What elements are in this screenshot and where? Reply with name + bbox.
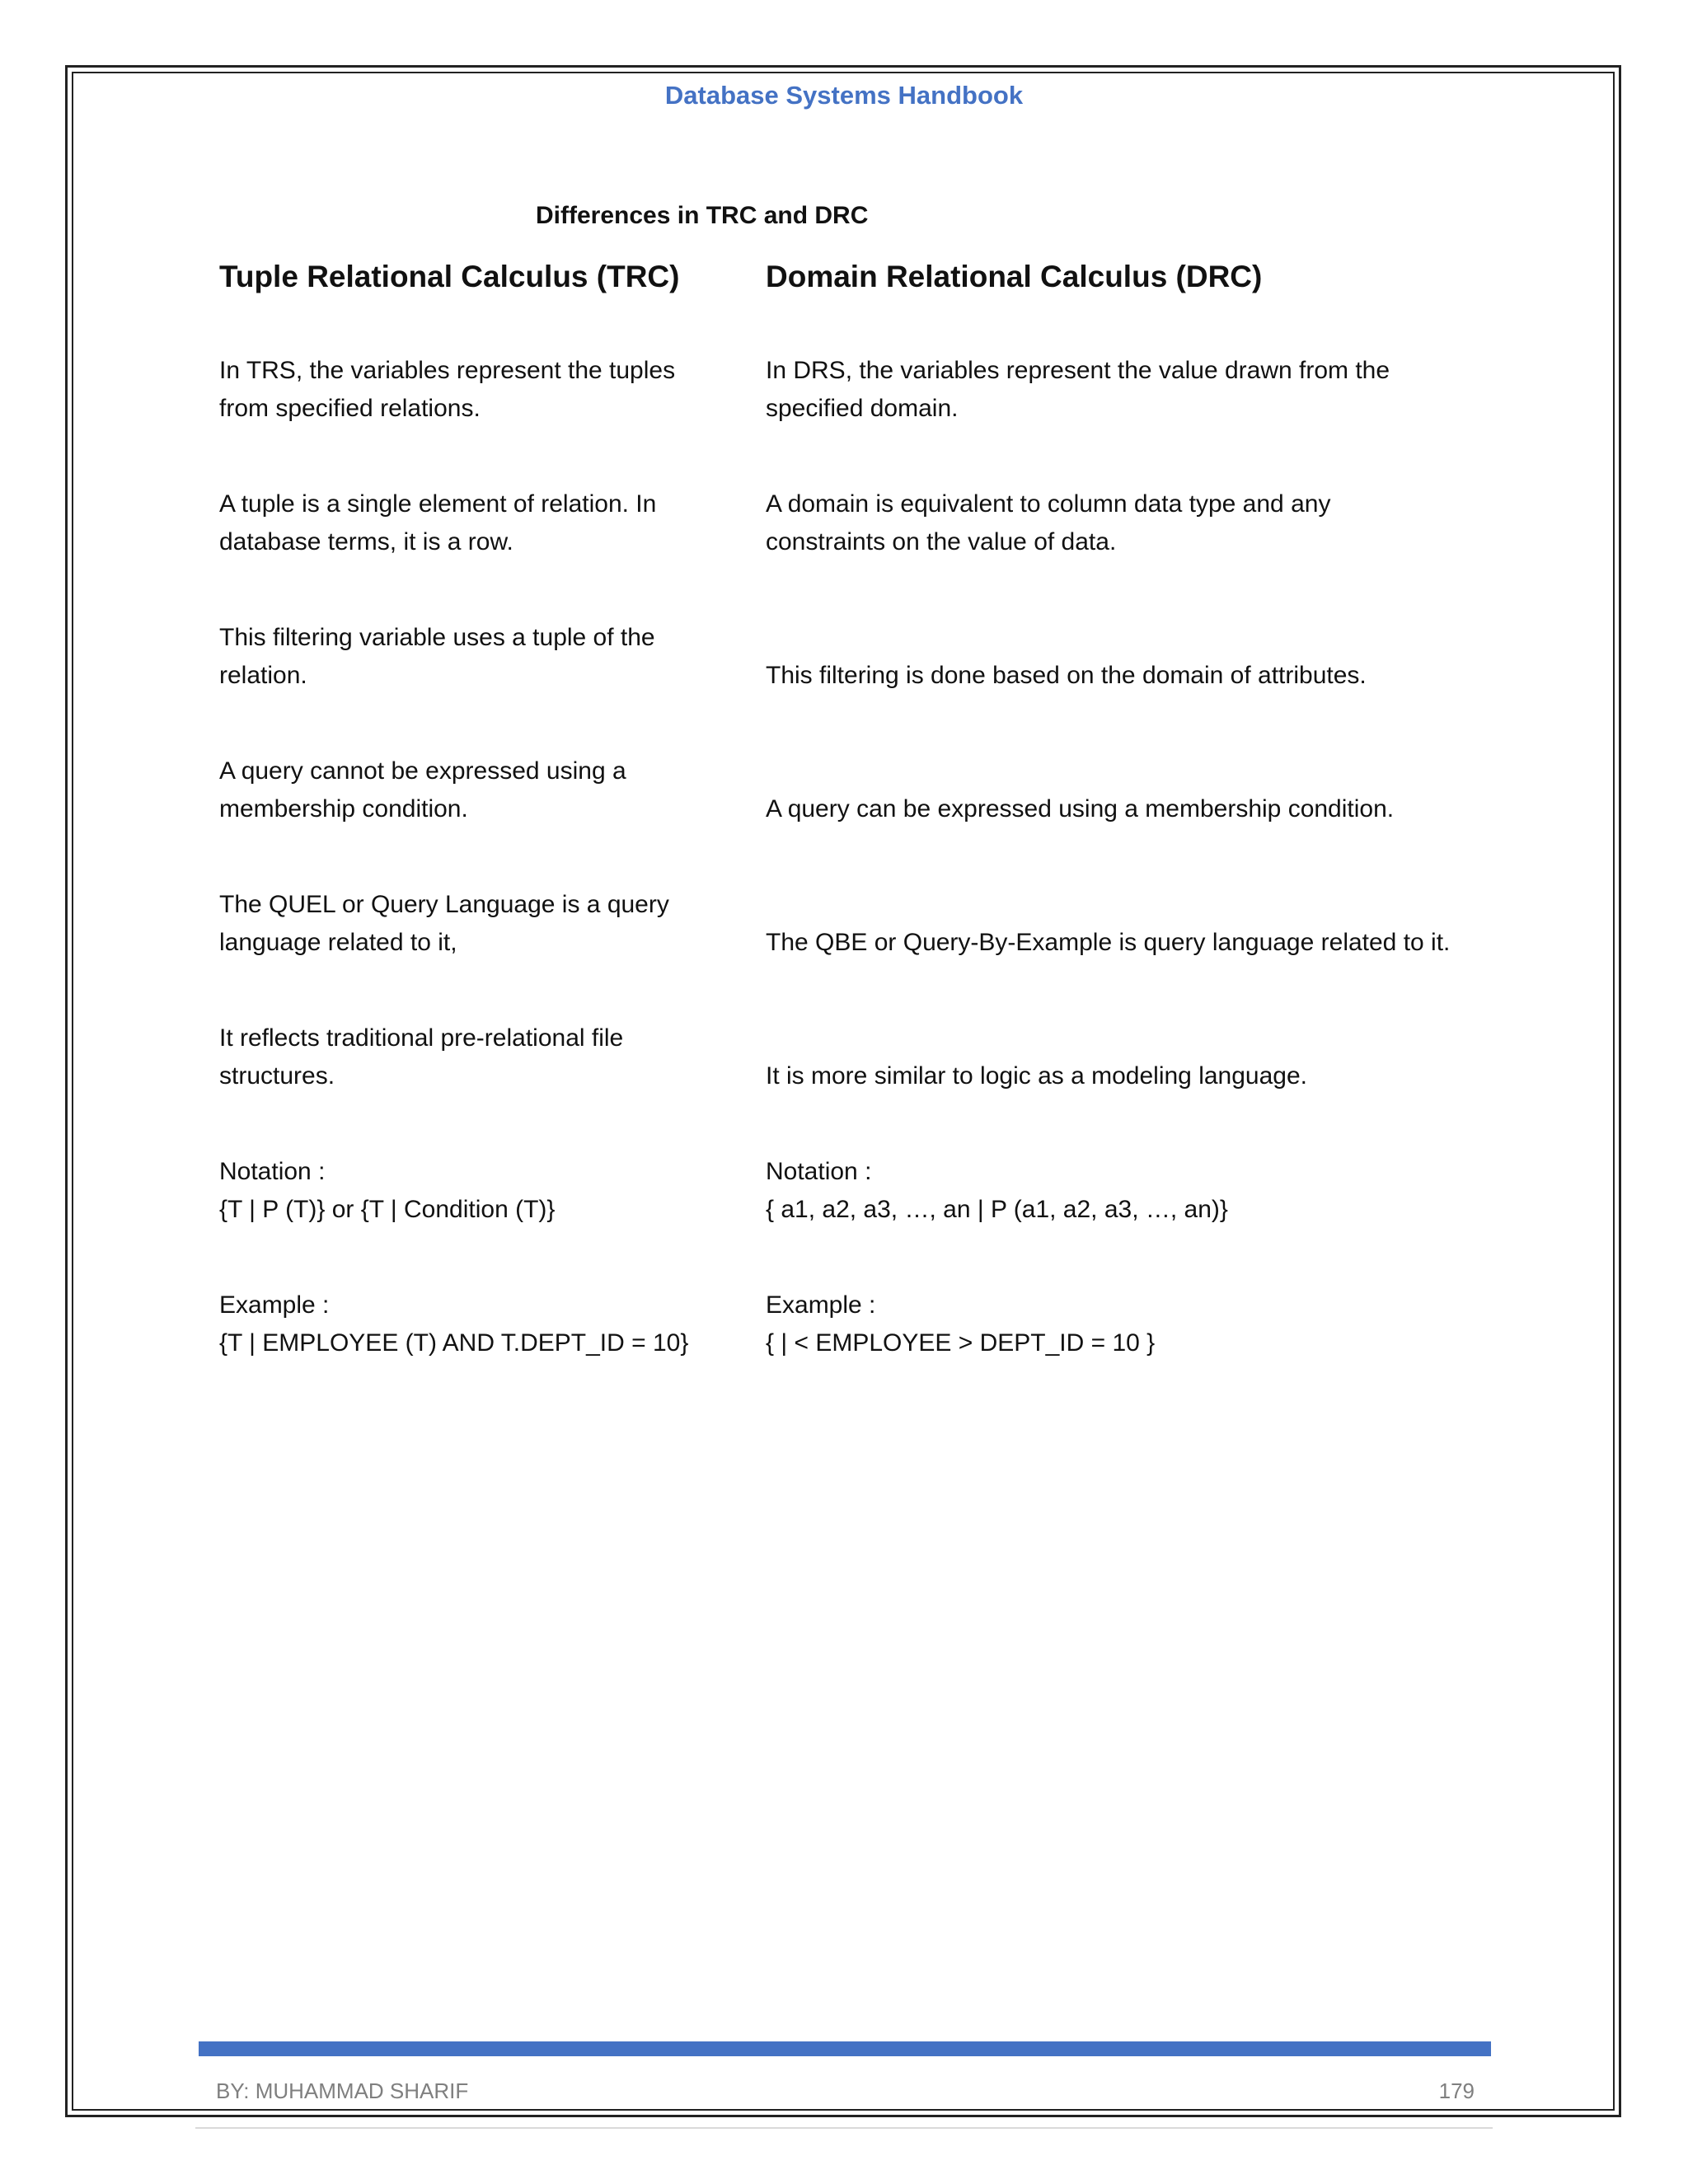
drc-column-heading: Domain Relational Calculus (DRC) [766, 260, 1263, 293]
drc-row-1 [766, 352, 1491, 428]
footer-accent-bar [199, 2041, 1491, 2056]
drc-notation [766, 1153, 1491, 1229]
trc-row-3-line-2: relation. [219, 662, 307, 689]
drc-row-1-line-1: In DRS, the variables represent the value drawn from the [766, 357, 1390, 384]
page-number: 179 [1438, 2079, 1475, 2103]
drc-row-3-line-2: This filtering is done based on the domain of attributes. [766, 662, 1367, 689]
trc-notation [219, 1153, 714, 1229]
trc-column-heading: Tuple Relational Calculus (TRC) [219, 260, 680, 293]
drc-row-4 [766, 752, 1491, 828]
trc-row-1-line-1: In TRS, the variables represent the tuples [219, 357, 676, 384]
drc-row-2-line-1: A domain is equivalent to column data type and any [766, 490, 1331, 518]
drc-row-5-line-1 [766, 886, 1491, 924]
drc-row-5-line-2: The QBE or Query-By-Example is query language related to it. [766, 929, 1451, 956]
trc-notation-formula: {T | P (T)} or {T | Condition (T)} [219, 1196, 556, 1223]
drc-example-query: { | < EMPLOYEE > DEPT_ID = 10 } [766, 1329, 1156, 1357]
trc-row-5-line-2: language related to it, [219, 929, 457, 956]
drc-row-6 [766, 1019, 1491, 1095]
drc-row-3 [766, 619, 1491, 695]
drc-row-4-line-2: A query can be expressed using a membership condition. [766, 795, 1395, 823]
trc-row-1 [219, 352, 714, 428]
section-heading: Differences in TRC and DRC [536, 202, 869, 229]
trc-row-6-line-2: structures. [219, 1062, 335, 1090]
drc-row-5 [766, 886, 1491, 962]
trc-row-4 [219, 752, 714, 828]
drc-example [766, 1286, 1491, 1362]
trc-row-4-line-1: A query cannot be expressed using a [219, 757, 626, 785]
drc-row-2-line-2: constraints on the value of data. [766, 528, 1117, 555]
trc-row-6-line-1: It reflects traditional pre-relational file [219, 1024, 624, 1052]
trc-row-2-line-2: database terms, it is a row. [219, 528, 513, 555]
trc-row-3 [219, 619, 714, 695]
drc-row-1-line-2: specified domain. [766, 395, 959, 422]
trc-row-2 [219, 485, 714, 561]
drc-row-4-line-1 [766, 752, 1491, 790]
trc-example [219, 1286, 714, 1362]
trc-notation-label: Notation : [219, 1158, 326, 1185]
running-header: Database Systems Handbook [664, 81, 1024, 110]
trc-row-6 [219, 1019, 714, 1095]
footer-author: BY: MUHAMMAD SHARIF [216, 2079, 469, 2103]
drc-notation-formula: { a1, a2, a3, …, an | P (a1, a2, a3, …, an)} [766, 1196, 1228, 1223]
drc-notation-label: Notation : [766, 1158, 872, 1185]
drc-example-label: Example : [766, 1291, 876, 1319]
trc-example-label: Example : [219, 1291, 330, 1319]
drc-row-6-line-1 [766, 1019, 1491, 1057]
trc-example-query: {T | EMPLOYEE (T) AND T.DEPT_ID = 10} [219, 1329, 689, 1357]
trc-row-2-line-1: A tuple is a single element of relation. In [219, 490, 657, 518]
trc-row-5 [219, 886, 714, 962]
drc-row-2 [766, 485, 1491, 561]
drc-row-6-line-2: It is more similar to logic as a modeling language. [766, 1062, 1307, 1090]
trc-row-5-line-1: The QUEL or Query Language is a query [219, 891, 669, 918]
trc-row-4-line-2: membership condition. [219, 795, 468, 823]
drc-row-3-line-1 [766, 619, 1491, 657]
footer-divider [195, 2127, 1493, 2129]
trc-row-3-line-1: This filtering variable uses a tuple of the [219, 624, 655, 651]
trc-row-1-line-2: from specified relations. [219, 395, 481, 422]
